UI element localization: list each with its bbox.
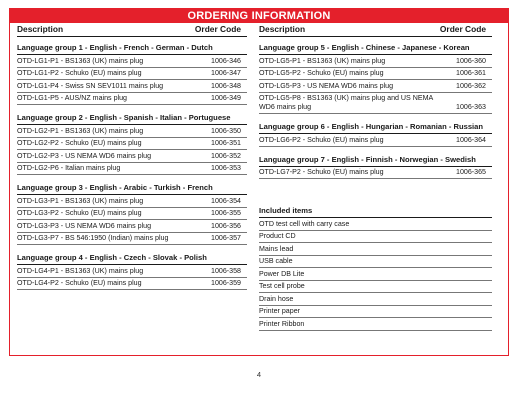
product-description: OTD-LG1-P2 - Schuko (EU) mains plug [17, 69, 142, 77]
order-code: 1006-346 [211, 56, 241, 65]
product-description: OTD-LG2-P3 - US NEMA WD6 mains plug [17, 151, 152, 160]
language-group [259, 121, 492, 147]
language-group-title: Language group 7 - English - Finnish - Norwegian - Swedish [259, 154, 492, 167]
product-row [17, 55, 247, 68]
order-code: 1006-347 [211, 69, 241, 77]
description-header: Description [17, 24, 64, 34]
order-code: 1006-350 [211, 126, 241, 135]
product-row [259, 93, 492, 115]
product-description: OTD-LG4-P1 - BS1363 (UK) mains plug [17, 266, 144, 275]
included-items-section [259, 205, 492, 331]
product-description: OTD-LG5-P2 - Schuko (EU) mains plug [259, 69, 384, 77]
order-code: 1006-349 [211, 94, 241, 102]
product-row [17, 80, 247, 93]
product-row [17, 195, 247, 208]
product-description: OTD-LG3-P1 - BS1363 (UK) mains plug [17, 196, 144, 205]
product-description: OTD-LG5-P8 - BS1363 (UK) mains plug and US NEMA WD6 mains plug [259, 94, 433, 111]
included-item: Printer paper [259, 306, 492, 319]
included-item: USB cable [259, 256, 492, 269]
ordering-info-panel [9, 8, 509, 356]
product-description: OTD-LG3-P2 - Schuko (EU) mains plug [17, 209, 142, 217]
order-code: 1006-351 [211, 139, 241, 147]
product-row [17, 208, 247, 221]
product-description: OTD-LG2-P1 - BS1363 (UK) mains plug [17, 126, 144, 135]
product-row [259, 55, 492, 68]
product-row [259, 68, 492, 81]
left-groups [17, 42, 247, 290]
order-code-header: Order Code [194, 24, 241, 34]
included-item: Mains lead [259, 243, 492, 256]
right-column-header [259, 25, 492, 37]
language-group [17, 112, 247, 175]
product-description: OTD-LG3-P3 - US NEMA WD6 mains plug [17, 221, 152, 230]
page-number: 4 [256, 370, 262, 379]
order-code: 1006-348 [211, 81, 241, 90]
product-description: OTD-LG2-P2 - Schuko (EU) mains plug [17, 139, 142, 147]
order-code: 1006-365 [456, 168, 486, 176]
product-description: OTD-LG6-P2 - Schuko (EU) mains plug [259, 135, 384, 144]
product-description: OTD-LG1-P5 - AUS/NZ mains plug [17, 94, 127, 102]
included-item: Power DB Lite [259, 268, 492, 281]
included-items-title: Included items [259, 205, 492, 218]
right-column [259, 25, 492, 331]
included-item: Drain hose [259, 293, 492, 306]
product-row [17, 68, 247, 81]
product-description: OTD-LG3-P7 - BS 546:1950 (Indian) mains plug [17, 234, 169, 242]
product-row [17, 233, 247, 246]
product-description: OTD-LG1-P4 - Swiss SN SEV1011 mains plug [17, 81, 164, 90]
language-group [259, 154, 492, 180]
description-header: Description [259, 24, 306, 34]
left-column-header [17, 25, 247, 37]
right-groups [259, 42, 492, 179]
order-code: 1006-355 [211, 209, 241, 217]
product-description: OTD-LG2-P6 - Italian mains plug [17, 164, 121, 172]
product-row [17, 278, 247, 291]
included-item: OTD test cell with carry case [259, 218, 492, 231]
product-description: OTD-LG4-P2 - Schuko (EU) mains plug [17, 279, 142, 287]
language-group [17, 42, 247, 105]
language-group [17, 182, 247, 245]
language-group-title: Language group 5 - English - Chinese - Japanese - Korean [259, 42, 492, 55]
order-code: 1006-358 [211, 266, 241, 275]
order-code: 1006-354 [211, 196, 241, 205]
product-row [17, 138, 247, 151]
included-item: Printer Ribbon [259, 318, 492, 331]
language-group-title: Language group 2 - English - Spanish - Italian - Portuguese [17, 112, 247, 125]
language-group [17, 252, 247, 290]
product-row [17, 150, 247, 163]
product-row [17, 125, 247, 138]
language-group [259, 42, 492, 114]
product-row [17, 93, 247, 106]
product-row [259, 167, 492, 180]
order-code: 1006-360 [456, 56, 486, 65]
order-code: 1006-361 [456, 69, 486, 77]
product-description: OTD-LG5-P1 - BS1363 (UK) mains plug [259, 56, 386, 65]
product-description: OTD-LG5-P3 - US NEMA WD6 mains plug [259, 81, 394, 90]
order-code: 1006-352 [211, 151, 241, 160]
product-row [259, 80, 492, 93]
order-code: 1006-356 [211, 221, 241, 230]
product-row [17, 163, 247, 176]
product-description: OTD-LG7-P2 - Schuko (EU) mains plug [259, 168, 384, 176]
order-code: 1006-364 [456, 135, 486, 144]
product-row [17, 265, 247, 278]
ordering-info-banner: ORDERING INFORMATION [10, 9, 508, 23]
included-items-list [259, 218, 492, 331]
order-code-header: Order Code [439, 24, 486, 34]
order-code: 1006-359 [211, 279, 241, 287]
order-code: 1006-363 [456, 103, 486, 111]
product-description: OTD-LG1-P1 - BS1363 (UK) mains plug [17, 56, 144, 65]
order-code: 1006-362 [456, 81, 486, 90]
language-group-title: Language group 6 - English - Hungarian - Romanian - Russian [259, 121, 492, 134]
order-code: 1006-357 [211, 234, 241, 242]
language-group-title: Language group 3 - English - Arabic - Turkish - French [17, 182, 247, 195]
left-column [17, 25, 247, 290]
order-code: 1006-353 [211, 164, 241, 172]
product-row [17, 220, 247, 233]
language-group-title: Language group 4 - English - Czech - Slovak - Polish [17, 252, 247, 265]
included-item: Test cell probe [259, 281, 492, 294]
product-row [259, 134, 492, 147]
included-item: Product CD [259, 231, 492, 244]
language-group-title: Language group 1 - English - French - German - Dutch [17, 42, 247, 55]
